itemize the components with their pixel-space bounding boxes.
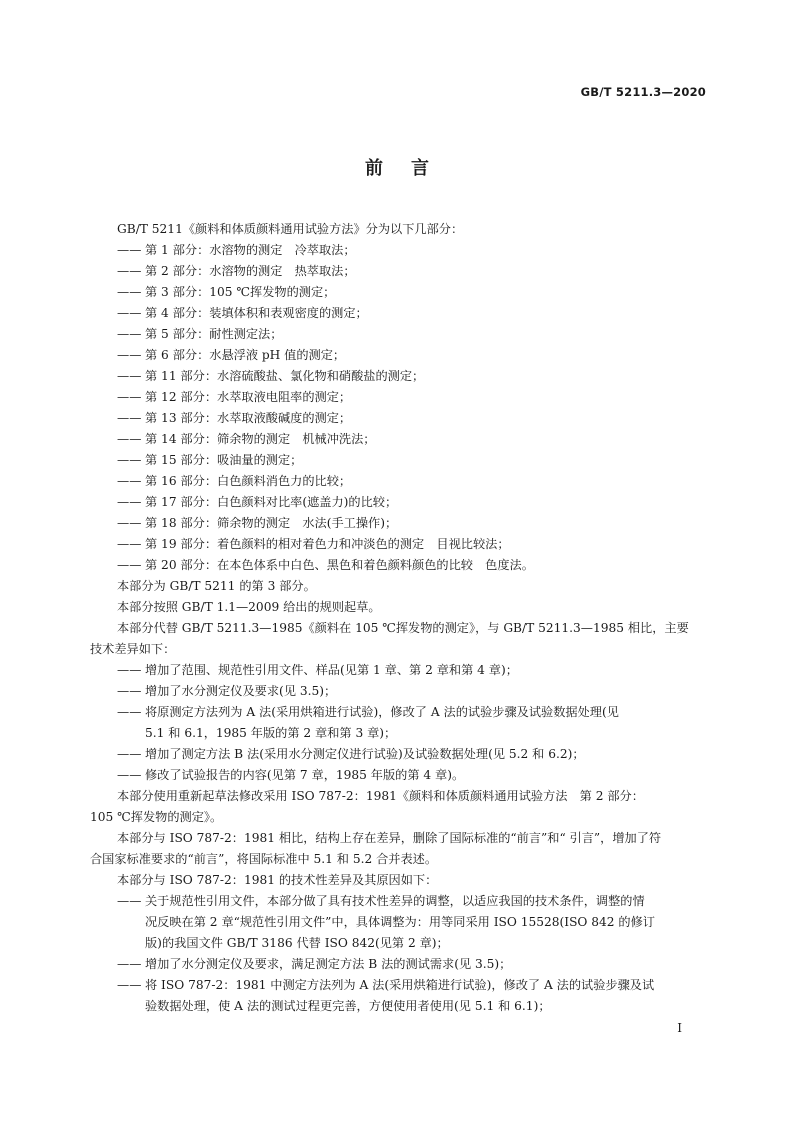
list-item: —— 第 14 部分：筛余物的测定 机械冲洗法； — [90, 429, 710, 450]
list-item-continuation: 验数据处理，使 A 法的测试过程更完善，方便使用者使用(见 5.1 和 6.1)； — [145, 999, 551, 1013]
standard-number: GB/T 5211.3—2020 — [580, 85, 706, 99]
list-item: —— 增加了范围、规范性引用文件、样品(见第 1 章、第 2 章和第 4 章)； — [90, 660, 710, 681]
differences-list — [90, 891, 710, 1017]
document-body — [90, 219, 710, 1017]
list-item: —— 第 11 部分：水溶硫酸盐、氯化物和硝酸盐的测定； — [90, 366, 710, 387]
list-item: —— 第 13 部分：水萃取液酸碱度的测定； — [90, 408, 710, 429]
dash-marker: —— — [117, 516, 142, 530]
list-item-continuation: 5.1 和 6.1，1985 年版的第 2 章和第 3 章)； — [145, 726, 397, 740]
list-item-continuation: 况反映在第 2 章“规范性引用文件”中，具体调整为：用等同采用 ISO 15528(ISO 842 的修订 — [145, 915, 655, 929]
list-item: —— 第 6 部分：水悬浮液 pH 值的测定； — [90, 345, 710, 366]
list-item: —— 第 15 部分：吸油量的测定； — [90, 450, 710, 471]
dash-marker: —— — [117, 264, 142, 278]
list-item: —— 第 17 部分：白色颜料对比率(遮盖力)的比较； — [90, 492, 710, 513]
list-item: —— 第 1 部分：水溶物的测定 冷萃取法； — [90, 240, 710, 261]
list-item: —— 第 2 部分：水溶物的测定 热萃取法； — [90, 261, 710, 282]
dash-marker: —— — [117, 306, 142, 320]
list-item: —— 关于规范性引用文件，本部分做了具有技术性差异的调整，以适应我国的技术条件，调整的情 — [90, 891, 710, 912]
parts-list — [90, 240, 710, 576]
list-item: —— 第 16 部分：白色颜料消色力的比较； — [90, 471, 710, 492]
paragraph: 本部分代替 GB/T 5211.3—1985《颜料在 105 ℃挥发物的测定》，与 GB/T 5211.3—1985 相比，主要 — [117, 621, 689, 635]
paragraph: 本部分按照 GB/T 1.1—2009 给出的规则起草。 — [117, 600, 381, 614]
dash-marker: —— — [117, 747, 142, 761]
list-item: —— 将原测定方法列为 A 法(采用烘箱进行试验)，修改了 A 法的试验步骤及试验数据处理(见 — [90, 702, 710, 723]
page-number: I — [677, 1021, 682, 1035]
paragraph: 本部分与 ISO 787-2：1981 的技术性差异及其原因如下： — [117, 873, 438, 887]
dash-marker: —— — [117, 285, 142, 299]
intro-paragraph: GB/T 5211《颜料和体质颜料通用试验方法》分为以下几部分： — [117, 222, 464, 236]
list-item: —— 增加了测定方法 B 法(采用水分测定仪进行试验)及试验数据处理(见 5.2 和 6.2)； — [90, 744, 710, 765]
list-item: —— 将 ISO 787-2：1981 中测定方法列为 A 法(采用烘箱进行试验)，修改了 A 法的试验步骤及试 — [90, 975, 710, 996]
list-item: —— 第 5 部分：耐性测定法； — [90, 324, 710, 345]
dash-marker: —— — [117, 558, 142, 572]
dash-marker: —— — [117, 768, 142, 782]
list-item: —— 第 3 部分：105 ℃挥发物的测定； — [90, 282, 710, 303]
list-item: —— 第 12 部分：水萃取液电阻率的测定； — [90, 387, 710, 408]
dash-marker: —— — [117, 369, 142, 383]
list-item: —— 修改了试验报告的内容(见第 7 章，1985 年版的第 4 章)。 — [90, 765, 710, 786]
list-item: —— 第 20 部分：在本色体系中白色、黑色和着色颜料颜色的比较 色度法。 — [90, 555, 710, 576]
dash-marker: —— — [117, 411, 142, 425]
list-item: —— 第 18 部分：筛余物的测定 水法(手工操作)； — [90, 513, 710, 534]
dash-marker: —— — [117, 957, 142, 971]
page-title: 前言 — [365, 158, 457, 179]
dash-marker: —— — [117, 327, 142, 341]
paragraph-continuation: 技术差异如下： — [90, 642, 176, 656]
dash-marker: —— — [117, 390, 142, 404]
paragraph-continuation: 105 ℃挥发物的测定》。 — [90, 810, 223, 824]
dash-marker: —— — [117, 453, 142, 467]
dash-marker: —— — [117, 495, 142, 509]
list-item: —— 增加了水分测定仪及要求(见 3.5)； — [90, 681, 710, 702]
paragraph: 本部分为 GB/T 5211 的第 3 部分。 — [117, 579, 316, 593]
dash-marker: —— — [117, 432, 142, 446]
dash-marker: —— — [117, 978, 142, 992]
dash-marker: —— — [117, 474, 142, 488]
dash-marker: —— — [117, 537, 142, 551]
paragraph: 本部分使用重新起草法修改采用 ISO 787-2：1981《颜料和体质颜料通用试验方法 第 2 部分： — [117, 789, 644, 803]
dash-marker: —— — [117, 705, 142, 719]
list-item: —— 第 4 部分：装填体积和表观密度的测定； — [90, 303, 710, 324]
dash-marker: —— — [117, 663, 142, 677]
dash-marker: —— — [117, 348, 142, 362]
paragraph: 本部分与 ISO 787-2：1981 相比，结构上存在差异，删除了国际标准的“前言”和“ 引言”，增加了符 — [117, 831, 662, 845]
list-item-continuation: 版)的我国文件 GB/T 3186 代替 ISO 842(见第 2 章)； — [145, 936, 449, 950]
list-item: —— 第 19 部分：着色颜料的相对着色力和冲淡色的测定 目视比较法； — [90, 534, 710, 555]
dash-marker: —— — [117, 684, 142, 698]
changes-list — [90, 660, 710, 786]
dash-marker: —— — [117, 894, 142, 908]
paragraph-continuation: 合国家标准要求的“前言”，将国际标准中 5.1 和 5.2 合并表述。 — [90, 852, 438, 866]
list-item: —— 增加了水分测定仪及要求，满足测定方法 B 法的测试需求(见 3.5)； — [90, 954, 710, 975]
dash-marker: —— — [117, 243, 142, 257]
